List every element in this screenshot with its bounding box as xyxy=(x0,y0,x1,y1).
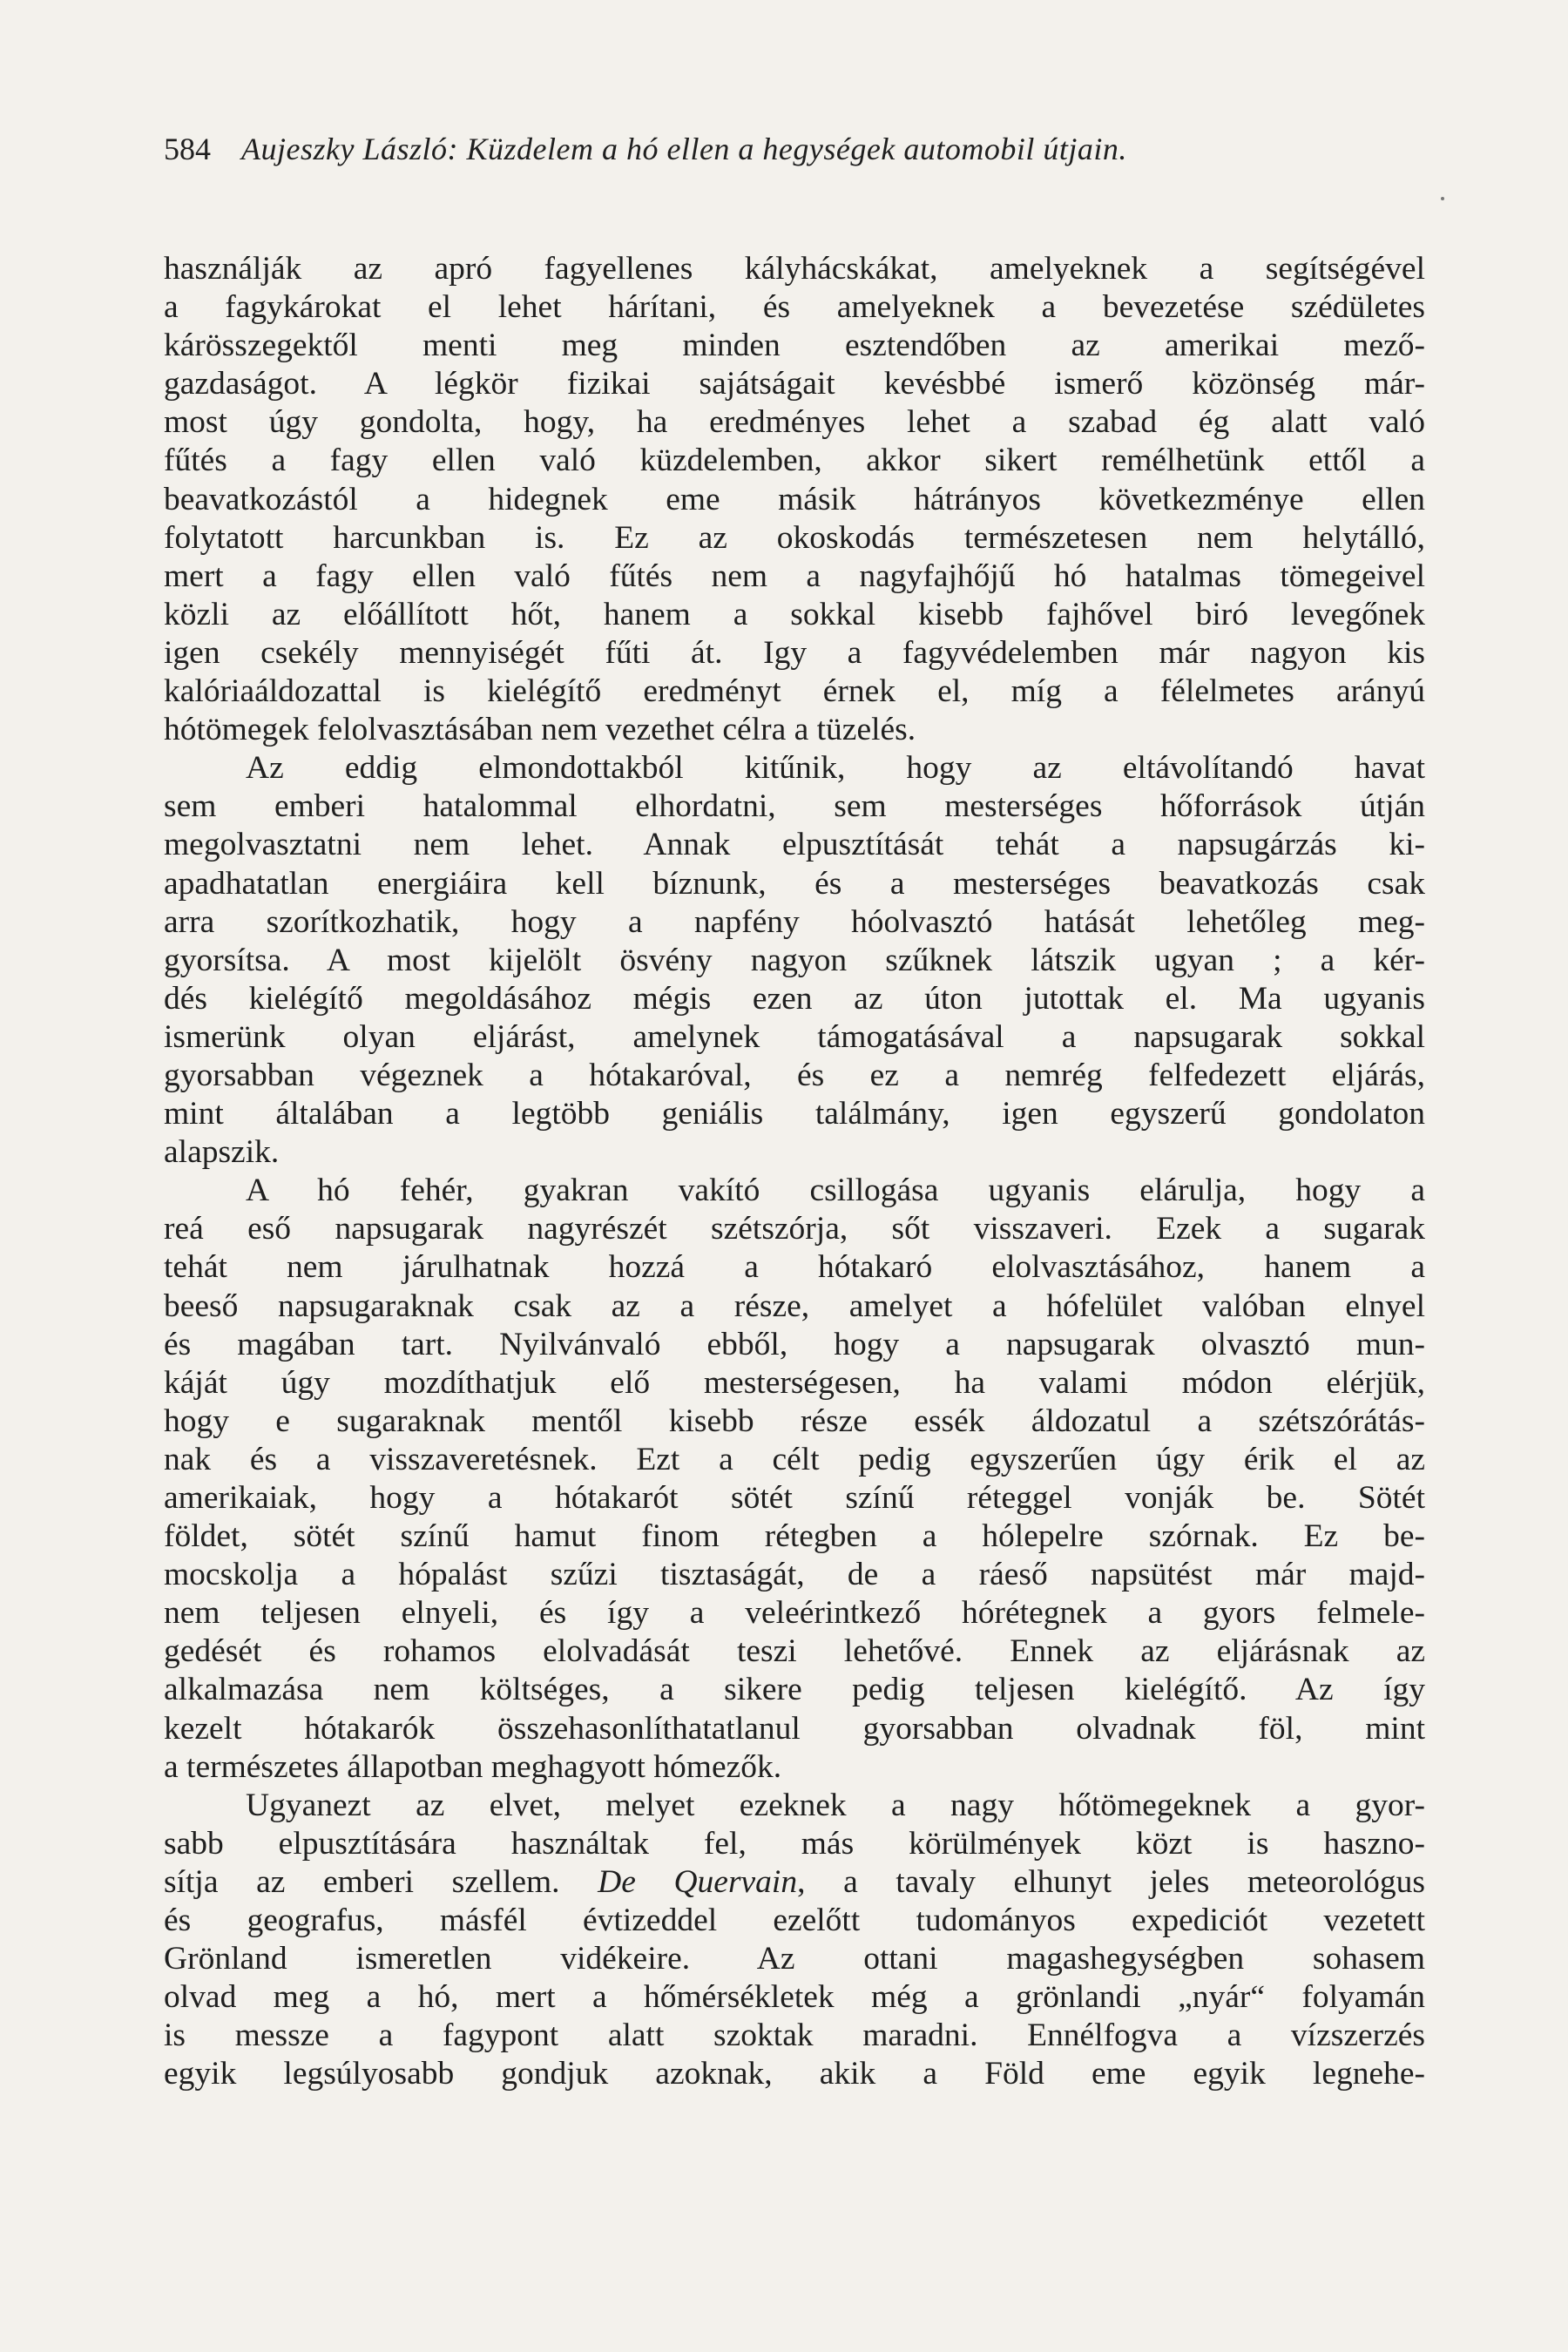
text-line: kárösszegektől menti meg minden esztendőben az amerikai mező- xyxy=(164,328,1425,364)
text-line: dés kielégítő megoldásához mégis ezen az úton jutottak el. Ma ugyanis xyxy=(164,980,1425,1017)
text-line-with-name xyxy=(164,1863,1425,1902)
print-speck xyxy=(1441,197,1444,200)
text-line: egyik legsúlyosabb gondjuk azoknak, akik a Föld eme egyik legnehe- xyxy=(164,2056,1425,2092)
text-line: földet, sötét színű hamut finom rétegben a hólepelre szórnak. Ez be- xyxy=(164,1518,1425,1555)
text-line: sabb elpusztítására használtak fel, más körülmények közt is haszno- xyxy=(164,1825,1425,1862)
text-line: ismerünk olyan eljárást, amelynek támogatásával a napsugarak sokkal xyxy=(164,1018,1425,1055)
text-line: gyorsítsa. A most kijelölt ösvény nagyon szűknek látszik ugyan ; a kér- xyxy=(164,942,1425,978)
text-line: folytatott harcunkban is. Ez az okoskodás természetesen nem helytálló, xyxy=(164,519,1425,556)
text-line: használják az apró fagyellenes kályhácskákat, amelyeknek a segítségével xyxy=(164,251,1425,287)
text-line: beeső napsugaraknak csak az a része, amelyet a hófelület valóban elnyel xyxy=(164,1288,1425,1324)
text-line-paragraph-start: Az eddig elmondottakból kitűnik, hogy az eltávolítandó havat xyxy=(246,750,1425,787)
text-line: alkalmazása nem költséges, a sikere pedig teljesen kielégítő. Az így xyxy=(164,1672,1425,1708)
text-line: mint általában a legtöbb geniális találmány, igen egyszerű gondolaton xyxy=(164,1096,1425,1132)
text-line: hótömegek felolvasztásában nem vezethet célra a tüzelés. xyxy=(164,712,916,748)
text-line: amerikaiak, hogy a hótakarót sötét színű réteggel vonják be. Sötét xyxy=(164,1480,1425,1516)
text-line: igen csekély mennyiségét fűti át. Igy a fagyvédelemben már nagyon kis xyxy=(164,634,1425,671)
text-line: Grönland ismeretlen vidékeire. Az ottani magashegységben sohasem xyxy=(164,1941,1425,1977)
text-line: beavatkozástól a hidegnek eme másik hátrányos következménye ellen xyxy=(164,481,1425,517)
text-line: mert a fagy ellen való fűtés nem a nagyfajhőjű hó hatalmas tömegeivel xyxy=(164,558,1425,594)
text-line: gedését és rohamos elolvadását teszi lehetővé. Ennek az eljárásnak az xyxy=(164,1633,1425,1670)
page-number: 584 xyxy=(164,132,211,166)
text-line: olvad meg a hó, mert a hőmérsékletek még a grönlandi „nyár“ folyamán xyxy=(164,1979,1425,2016)
text-line: most úgy gondolta, hogy, ha eredményes lehet a szabad ég alatt való xyxy=(164,404,1425,441)
text-line-paragraph-start: A hó fehér, gyakran vakító csillogása ugyanis elárulja, hogy a xyxy=(246,1173,1425,1209)
text-line: közli az előállított hőt, hanem a sokkal kisebb fajhővel biró levegőnek xyxy=(164,596,1425,632)
running-head xyxy=(164,127,1418,171)
text-line: és geografus, másfél évtizeddel ezelőtt tudományos expediciót vezetett xyxy=(164,1903,1425,1939)
running-title: Aujeszky László: Küzdelem a hó ellen a hegységek automobil útjain. xyxy=(241,132,1127,166)
text-line: és magában tart. Nyilvánvaló ebből, hogy a napsugarak olvasztó mun- xyxy=(164,1326,1425,1362)
text-line: káját úgy mozdíthatjuk elő mesterségesen, ha valami módon elérjük, xyxy=(164,1364,1425,1401)
text-line: tehát nem járulhatnak hozzá a hótakaró elolvasztásához, hanem a xyxy=(164,1249,1425,1286)
text-line: reá eső napsugarak nagyrészét szétszórja, sőt visszaveri. Ezek a sugarak xyxy=(164,1211,1425,1247)
text-line: apadhatatlan energiáira kell bíznunk, és a mesterséges beavatkozás csak xyxy=(164,865,1425,902)
text-line: kalóriaáldozattal is kielégítő eredményt érnek el, míg a félelmetes arányú xyxy=(164,673,1425,710)
body-text xyxy=(164,250,1425,2094)
text-line-paragraph-start: Ugyanezt az elvet, melyet ezeknek a nagy hőtömegeknek a gyor- xyxy=(246,1787,1425,1823)
person-name-de-quervain: De Quervain xyxy=(598,1863,798,1900)
text-line: is messze a fagypont alatt szoktak maradni. Ennélfogva a vízszerzés xyxy=(164,2017,1425,2054)
text-line: mocskolja a hópalást szűzi tisztaságát, de a ráeső napsütést már majd- xyxy=(164,1557,1425,1593)
text-line: nem teljesen elnyeli, és így a veleérintkező hórétegnek a gyors felmele- xyxy=(164,1595,1425,1632)
text-line: fűtés a fagy ellen való küzdelemben, akkor sikert remélhetünk ettől a xyxy=(164,443,1425,479)
text-line: hogy e sugaraknak mentől kisebb része essék áldozatul a szétszórátás- xyxy=(164,1402,1425,1439)
text-line: megolvasztatni nem lehet. Annak elpusztítását tehát a napsugárzás ki- xyxy=(164,827,1425,863)
text-line: gazdaságot. A légkör fizikai sajátságait kevésbbé ismerő közönség már- xyxy=(164,366,1425,402)
text-segment: , a tavaly elhunyt jeles meteorológus xyxy=(797,1863,1425,1900)
text-line: gyorsabban végeznek a hótakaróval, és ez a nemrég felfedezett eljárás, xyxy=(164,1057,1425,1093)
text-line: a természetes állapotban meghagyott hómezők. xyxy=(164,1748,782,1785)
text-line: alapszik. xyxy=(164,1134,280,1171)
text-line: nak és a visszaveretésnek. Ezt a célt pedig egyszerűen úgy érik el az xyxy=(164,1441,1425,1477)
text-line: arra szorítkozhatik, hogy a napfény hóolvasztó hatását lehetőleg meg- xyxy=(164,903,1425,940)
text-segment: sítja az emberi szellem. xyxy=(164,1863,560,1900)
text-line: a fagykárokat el lehet hárítani, és amelyeknek a bevezetése szédületes xyxy=(164,289,1425,326)
text-line: sem emberi hatalommal elhordatni, sem mesterséges hőforrások útján xyxy=(164,788,1425,825)
text-line: kezelt hótakarók összehasonlíthatatlanul gyorsabban olvadnak föl, mint xyxy=(164,1710,1425,1747)
